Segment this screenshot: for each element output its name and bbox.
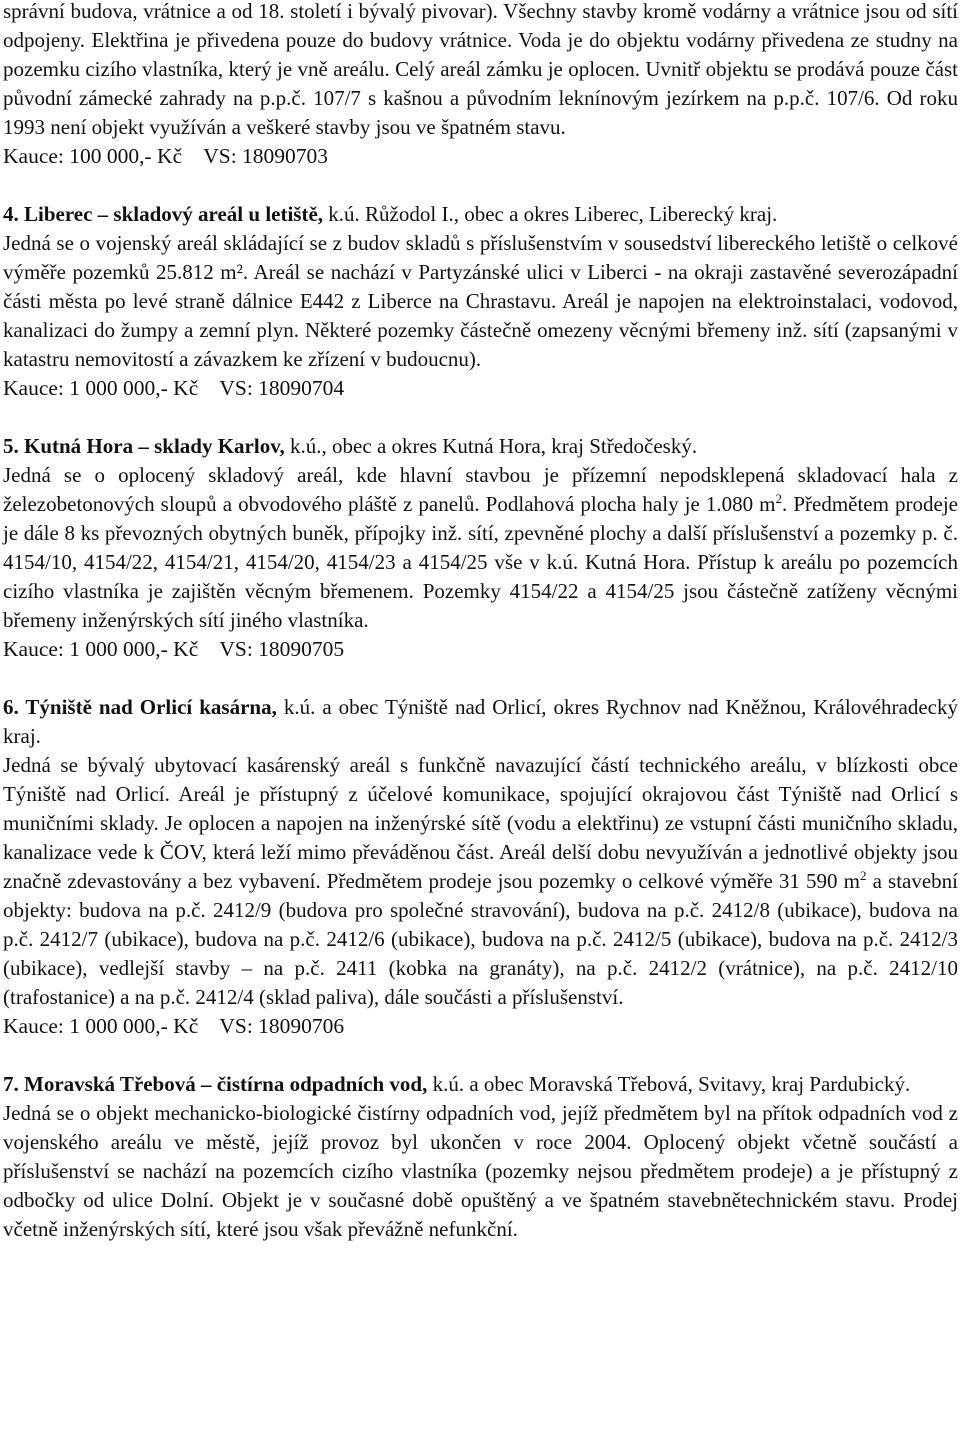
item-7-location: k.ú. a obec Moravská Třebová, Svitavy, kraj Pardubický.	[427, 1072, 911, 1096]
item-7-title: 7. Moravská Třebová – čistírna odpadních vod,	[3, 1072, 428, 1096]
item-5-body-part-b: . Předmětem prodeje je dále 8 ks převozných obytných buněk, přípojky inž. sítí, zpevněné plochy a další příslušenství a pozemky p. č. 4154/10, 4154/22, 4154/21, 4154/20, 4154/23 a 4154/25 vše v k.ú. Kutná Hora. Přístup k areálu po pozemcích cizího vlastníka je zajištěn věcným břemenem. Pozemky 4154/22 a 4154/25 jsou částečně zatíženy věcnými břemeny inženýrských sítí jiného vlastníka.	[3, 492, 958, 632]
item-5-body	[3, 461, 958, 635]
spacer	[3, 664, 958, 693]
item-7-body: Jedná se o objekt mechanicko-biologické čistírny odpadních vod, jejíž předmětem byl na přítok odpadních vod z vojenského areálu ve městě, jejíž provoz byl ukončen v roce 2004. Oplocený objekt včetně součástí a příslušenství se nachází na pozemcích cizího vlastníka (pozemky nejsou předmětem prodeje) a je přístupný z odbočky od ulice Dolní. Objekt je v současné době opuštěný a ve špatném stavebnětechnickém stavu. Prodej včetně inženýrských sítí, které jsou však převážně nefunkční.	[3, 1101, 958, 1241]
item-4-location: k.ú. Růžodol I., obec a okres Liberec, Liberecký kraj.	[323, 202, 778, 226]
spacer	[3, 1041, 958, 1070]
kauce-line-3: Kauce: 100 000,- Kč VS: 18090703	[3, 144, 329, 168]
kauce-line-4: Kauce: 1 000 000,- Kč VS: 18090704	[3, 376, 345, 400]
item-4-heading	[3, 200, 958, 229]
item-6-heading	[3, 693, 958, 751]
item-5-title: 5. Kutná Hora – sklady Karlov,	[3, 434, 285, 458]
kauce-line-6: Kauce: 1 000 000,- Kč VS: 18090706	[3, 1014, 345, 1038]
superscript: 2	[775, 491, 783, 506]
item-6-body	[3, 751, 958, 1012]
item-5-heading	[3, 432, 958, 461]
item-6-title: 6. Týniště nad Orlicí kasárna,	[3, 695, 277, 719]
item-7-heading	[3, 1070, 958, 1099]
item-6-location: k.ú. a obec Týniště nad Orlicí, okres Rychnov nad Kněžnou, Královéhradecký kraj.	[3, 695, 958, 748]
superscript: 2	[859, 868, 867, 883]
item-5-body-part-a: Jedná se o oplocený skladový areál, kde hlavní stavbou je přízemní nepodsklepená skladovací hala z železobetonových sloupů a obvodového pláště z panelů. Podlahová plocha haly je 1.080 m	[3, 463, 958, 516]
item-5-location: k.ú., obec a okres Kutná Hora, kraj Středočeský.	[284, 434, 698, 458]
kauce-line-5: Kauce: 1 000 000,- Kč VS: 18090705	[3, 637, 345, 661]
intro-paragraph: správní budova, vrátnice a od 18. století i bývalý pivovar). Všechny stavby kromě vodárny a vrátnice jsou od sítí odpojeny. Elektřina je přivedena pouze do budovy vrátnice. Voda je do objektu vodárny přivedena ze studny na pozemku cizího vlastníka, který je vně areálu. Celý areál zámku je oplocen. Uvnitř objektu se prodává pouze část původní zámecké zahrady na p.p.č. 107/7 s kašnou a původním leknínovým jezírkem na p.p.č. 107/6. Od roku 1993 není objekt využíván a veškeré stavby jsou ve špatném stavu.	[3, 0, 958, 139]
item-4-title: 4. Liberec – skladový areál u letiště,	[3, 202, 324, 226]
item-6-body-part-a: Jedná se bývalý ubytovací kasárenský areál s funkčně navazující částí technického areálu, v blízkosti obce Týniště nad Orlicí. Areál je přístupný z účelové komunikace, spojující okrajovou část Týniště nad Orlicí s muničními sklady. Je oplocen a napojen na inženýrské sítě (vodu a elektřinu) ze vstupní části muničního skladu, kanalizace vede k ČOV, která leží mimo převáděnou část. Areál delší dobu nevyužíván a jednotlivé objekty jsou značně zdevastovány a bez vybavení. Předmětem prodeje jsou pozemky o celkové výměře 31 590 m	[3, 753, 958, 893]
item-4-body: Jedná se o vojenský areál skládající se z budov skladů s příslušenstvím v sousedství libereckého letiště o celkové výměře pozemků 25.812 m². Areál se nachází v Partyzánské ulici v Liberci - na okraji zastavěné severozápadní části města po levé straně dálnice E442 z Liberce na Chrastavu. Areál je napojen na elektroinstalaci, vodovod, kanalizaci do žumpy a zemní plyn. Některé pozemky částečně omezeny věcnými břemeny inž. sítí (zapsanými v katastru nemovitostí a závazkem ke zřízení v budoucnu).	[3, 231, 958, 371]
spacer	[3, 171, 958, 200]
item-6-body-part-b: a stavební objekty: budova na p.č. 2412/9 (budova pro společné stravování), budova na p.č. 2412/8 (ubikace), budova na p.č. 2412/7 (ubikace), budova na p.č. 2412/6 (ubikace), budova na p.č. 2412/5 (ubikace), budova na p.č. 2412/3 (ubikace), vedlejší stavby – na p.č. 2411 (kobka na granáty), na p.č. 2412/2 (vrátnice), na p.č. 2412/10 (trafostanice) a na p.č. 2412/4 (sklad paliva), dále součásti a příslušenství.	[3, 869, 959, 1009]
spacer	[3, 403, 958, 432]
